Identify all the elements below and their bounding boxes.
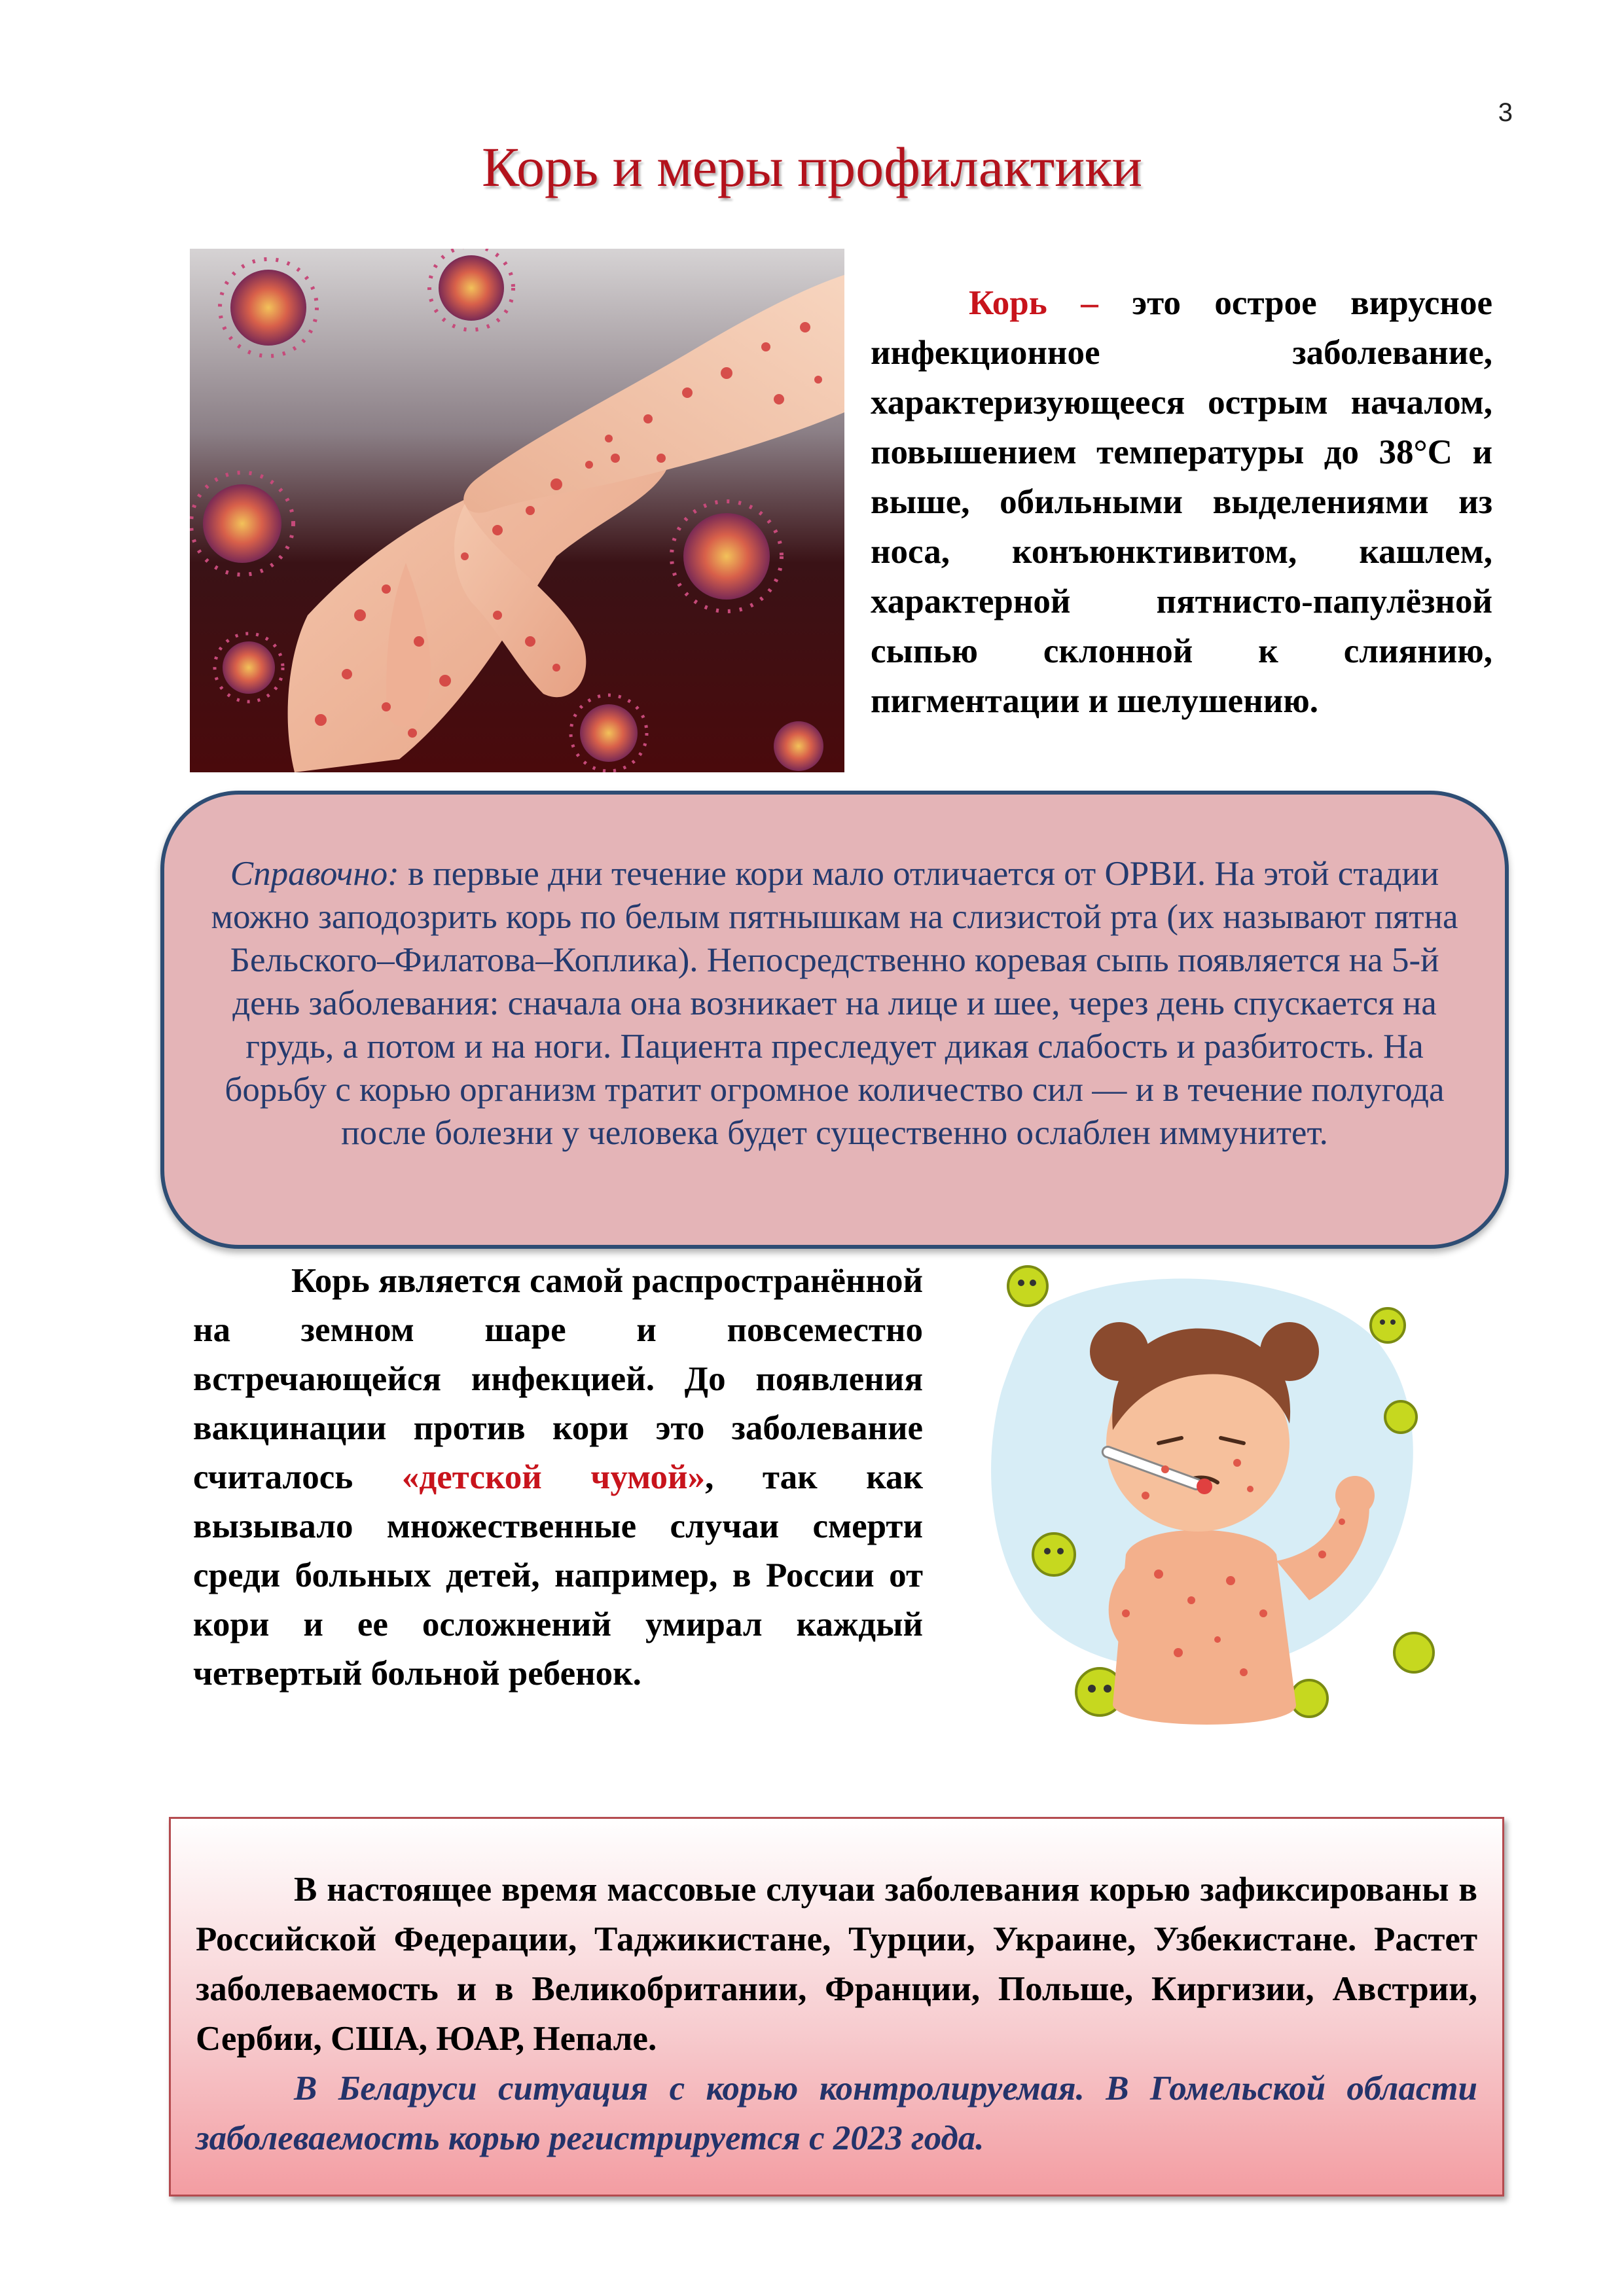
definition-text: это острое вирусное инфекционное заболевание, характеризующееся острым началом, повышением температуры до 38°С и выше, обильными выделениями из носа, конъюнктивитом, кашлем, характерной пятнисто-папулёзной сыпью склонной к слиянию, пигментации и шелушению. — [871, 284, 1492, 720]
reference-text — [204, 852, 1466, 1155]
virus-icon — [1385, 1401, 1416, 1433]
measles-hands-image — [190, 249, 844, 772]
virus-icon — [1033, 1534, 1075, 1575]
virus-icon — [1394, 1633, 1434, 1672]
reference-box — [160, 791, 1509, 1249]
spread-text-before: Корь является самой распространённой на земном шаре и повсеместно встречающейся инфекцией. До появления вакцинации против кори это заболевание считалось — [193, 1262, 923, 1496]
reference-body: в первые дни течение кори мало отличается от ОРВИ. На этой стадии можно заподозрить корь по белым пятнышкам на слизистой рта (их называют пятна Бельского–Филатова–Коплика). Непосредственно коревая сыпь появляется на 5-й день заболевания: сначала она возникает на лице и шее, через день спускается на грудь, а потом и на ноги. Пациента преследует дикая слабость и разбитость. На борьбу с корью организм тратит огромное количество сил — и в течение полугода после болезни у человека будет существенно ослаблен иммунитет. — [211, 855, 1458, 1152]
sick-child-illustration — [969, 1247, 1440, 1751]
virus-icon — [1008, 1266, 1047, 1306]
reference-label: Справочно: — [230, 855, 399, 893]
belarus-situation-paragraph — [196, 2064, 1477, 2163]
virus-icon — [1291, 1680, 1327, 1717]
virus-icon — [1371, 1308, 1405, 1342]
measles-definition — [871, 278, 1492, 726]
outbreak-info-box — [169, 1817, 1504, 2197]
spread-text-after: , так как вызывало множественные случаи смерти среди больных детей, например, в России от кори и ее осложнений умирал каждый четвертый больной ребенок. — [193, 1458, 923, 1693]
virus-icon — [774, 721, 823, 771]
outbreak-countries-paragraph — [196, 1865, 1477, 2064]
spread-paragraph — [193, 1257, 923, 1698]
definition-term: Корь – — [969, 284, 1098, 322]
children-plague-highlight: «детской чумой» — [401, 1458, 706, 1496]
page-number: 3 — [1498, 98, 1513, 127]
outbreak-countries-text: В настоящее время массовые случаи заболевания корью зафиксированы в Российской Федерации, Таджикистане, Турции, Украине, Узбекистане. Растет заболеваемость и в Великобритании, Франции, Польше, Киргизии, Австрии, Сербии, США, ЮАР, Непале. — [196, 1871, 1477, 2058]
belarus-situation-text: В Беларуси ситуация с корью контролируемая. В Гомельской области заболеваемость корью регистрируется с 2023 года. — [196, 2070, 1477, 2157]
page-title: Корь и меры профилактики — [481, 135, 1143, 198]
